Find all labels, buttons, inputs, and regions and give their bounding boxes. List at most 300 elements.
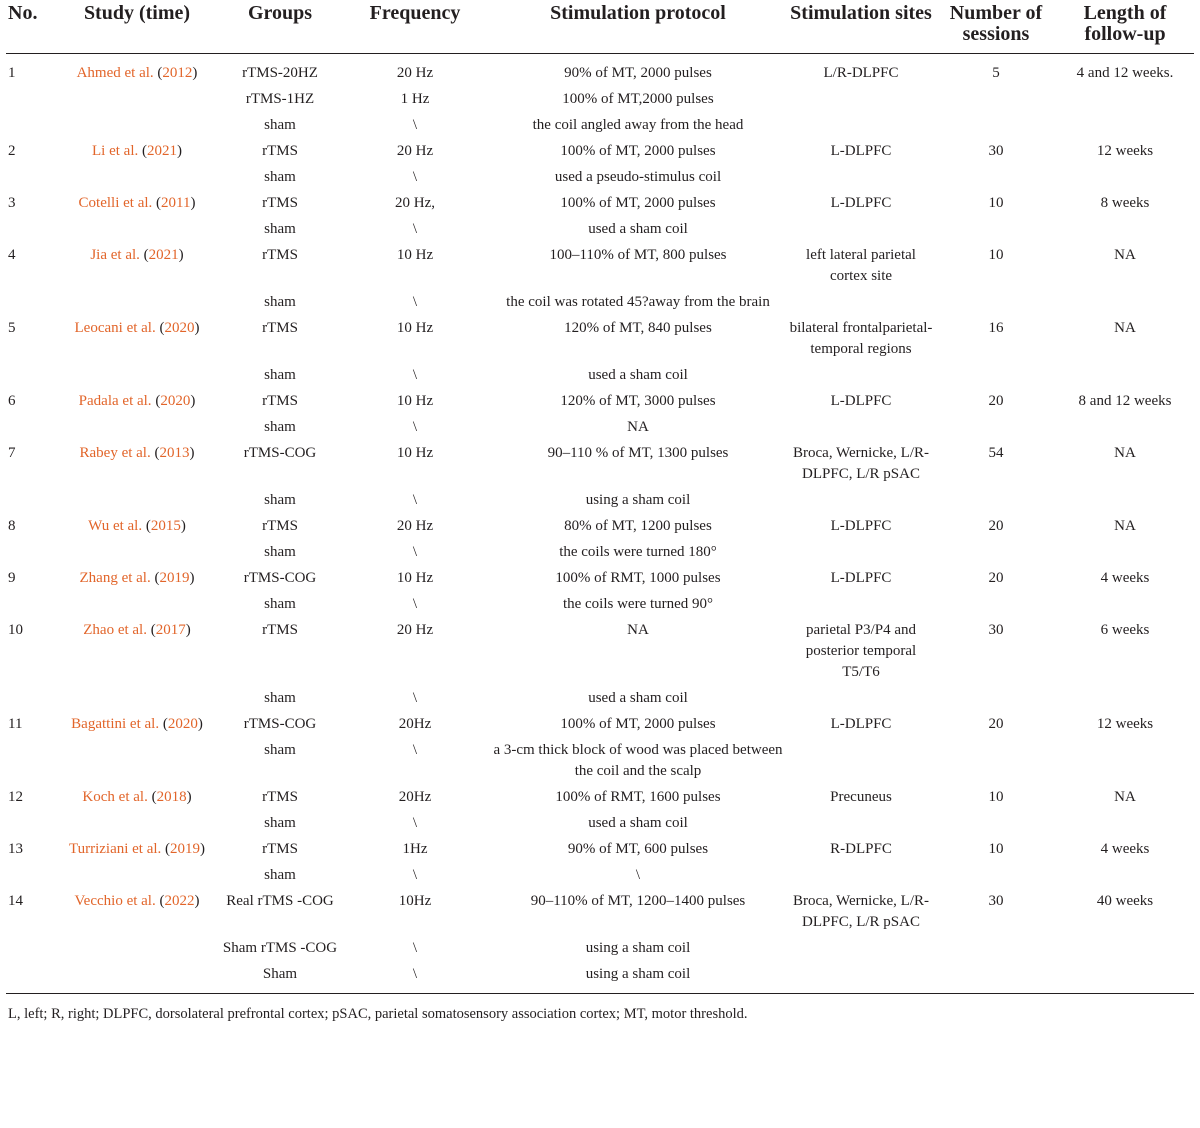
- table-row: [6, 191, 1194, 217]
- cell-group: sham: [264, 867, 296, 883]
- cell-protocol: 90–110 % of MT, 1300 pulses: [547, 445, 729, 461]
- cell-study: [54, 592, 220, 618]
- cell-protocol: 100% of MT, 2000 pulses: [560, 716, 716, 732]
- cell-followup: [1056, 936, 1194, 962]
- cell-number: 1: [8, 65, 16, 81]
- table-row: [6, 217, 1194, 243]
- cell-followup: [1056, 738, 1194, 785]
- table-row: [6, 863, 1194, 889]
- cell-group: rTMS: [262, 518, 298, 534]
- cell-followup: [1056, 165, 1194, 191]
- table-row: [6, 785, 1194, 811]
- cell-study: [54, 811, 220, 837]
- cell-study: [54, 540, 220, 566]
- study-author-link[interactable]: Zhang et al.: [79, 570, 151, 586]
- cell-protocol: the coils were turned 90°: [562, 596, 714, 612]
- cell-group: sham: [264, 596, 296, 612]
- cell-protocol: 80% of MT, 1200 pulses: [564, 518, 712, 534]
- cell-sessions: 10: [988, 195, 1004, 211]
- cell-frequency: \: [412, 596, 418, 612]
- column-header: Study (time): [83, 2, 191, 24]
- table-footnote: L, left; R, right; DLPFC, dorsolateral prefrontal cortex; pSAC, parietal somatosensory association cortex; MT, motor threshold.: [8, 1006, 748, 1022]
- study-author-link[interactable]: Rabey et al.: [79, 445, 151, 461]
- cell-sessions: [936, 415, 1056, 441]
- cell-protocol: 90% of MT, 600 pulses: [567, 841, 709, 857]
- cell-protocol: 90% of MT, 2000 pulses: [564, 65, 712, 81]
- study-year-link[interactable]: 2019: [170, 841, 201, 857]
- cell-protocol: NA: [627, 622, 649, 638]
- cell-number: 6: [8, 393, 16, 409]
- cell-sessions: [936, 290, 1056, 316]
- cell-site: [786, 811, 936, 837]
- cell-group: rTMS: [262, 195, 298, 211]
- cell-frequency: \: [412, 966, 418, 982]
- cell-followup: [1056, 488, 1194, 514]
- cell-group: sham: [264, 221, 296, 237]
- cell-number: [6, 217, 54, 243]
- table-row: [6, 389, 1194, 415]
- cell-group: sham: [264, 815, 296, 831]
- cell-frequency: 10 Hz: [396, 320, 434, 336]
- cell-frequency: 1 Hz: [400, 91, 430, 107]
- study-year-link[interactable]: 2019: [159, 570, 190, 586]
- cell-site: [786, 415, 936, 441]
- cell-study: [54, 363, 220, 389]
- cell-protocol: used a sham coil: [588, 815, 688, 831]
- cell-number: 9: [8, 570, 16, 586]
- cell-followup: NA: [1114, 445, 1136, 461]
- cell-group: sham: [264, 117, 296, 133]
- cell-study: Cotelli et al. (2011): [78, 195, 196, 211]
- study-year-link[interactable]: 2021: [146, 143, 177, 159]
- cell-site: [786, 217, 936, 243]
- table-row: [6, 811, 1194, 837]
- cell-site: [786, 488, 936, 514]
- cell-followup: [1056, 592, 1194, 618]
- cell-number: [6, 165, 54, 191]
- cell-group: sham: [264, 690, 296, 706]
- study-author-link[interactable]: Cotelli et al.: [78, 195, 153, 211]
- cell-protocol: 90–110% of MT, 1200–1400 pulses: [530, 893, 746, 909]
- cell-followup: [1056, 217, 1194, 243]
- cell-sessions: [936, 87, 1056, 113]
- study-author-link[interactable]: Zhao et al.: [83, 622, 147, 638]
- cell-sessions: [936, 592, 1056, 618]
- cell-frequency: 1Hz: [402, 841, 428, 857]
- cell-site: L-DLPFC: [830, 195, 892, 211]
- cell-study: [54, 863, 220, 889]
- cell-number: 14: [8, 893, 23, 909]
- cell-number: [6, 962, 54, 994]
- cell-study: [54, 217, 220, 243]
- cell-followup: 4 weeks: [1100, 841, 1150, 857]
- cell-sessions: 20: [988, 518, 1004, 534]
- cell-frequency: \: [412, 221, 418, 237]
- cell-sessions: 10: [988, 789, 1004, 805]
- table-row: [6, 592, 1194, 618]
- cell-sessions: [936, 811, 1056, 837]
- cell-frequency: 20 Hz: [396, 622, 434, 638]
- cell-sessions: [936, 962, 1056, 994]
- cell-frequency: 10Hz: [398, 893, 432, 909]
- cell-followup: [1056, 290, 1194, 316]
- cell-site: [786, 592, 936, 618]
- table-row: [6, 540, 1194, 566]
- cell-site: [786, 363, 936, 389]
- cell-followup: NA: [1114, 789, 1136, 805]
- study-year-link[interactable]: 2013: [159, 445, 190, 461]
- study-author-link[interactable]: Wu et al.: [88, 518, 143, 534]
- cell-number: [6, 863, 54, 889]
- cell-sessions: [936, 686, 1056, 712]
- table-row: [6, 441, 1194, 488]
- table-row: [6, 165, 1194, 191]
- cell-sessions: 16: [988, 320, 1004, 336]
- table-row: [6, 113, 1194, 139]
- table-row: [6, 889, 1194, 936]
- cell-group: sham: [264, 544, 296, 560]
- cell-group: sham: [264, 742, 296, 758]
- cell-number: [6, 488, 54, 514]
- cell-followup: NA: [1114, 247, 1136, 263]
- cell-number: [6, 686, 54, 712]
- cell-frequency: \: [412, 294, 418, 310]
- cell-site: [786, 87, 936, 113]
- cell-frequency: 10 Hz: [396, 445, 434, 461]
- cell-study: [54, 936, 220, 962]
- cell-sessions: 5: [992, 65, 1000, 81]
- cell-number: 11: [8, 716, 23, 732]
- cell-study: [54, 165, 220, 191]
- study-year-link[interactable]: 2018: [156, 789, 187, 805]
- cell-study: [54, 87, 220, 113]
- cell-frequency: \: [412, 367, 418, 383]
- cell-group: sham: [264, 419, 296, 435]
- cell-study: Bagattini et al. (2020): [71, 716, 203, 732]
- column-header: Frequency: [369, 2, 461, 24]
- cell-number: [6, 87, 54, 113]
- cell-protocol: 100% of RMT, 1600 pulses: [555, 789, 721, 805]
- study-author-link[interactable]: Ahmed et al.: [76, 65, 154, 81]
- study-author-link[interactable]: Turriziani et al.: [68, 841, 162, 857]
- cell-number: [6, 290, 54, 316]
- cell-sessions: 10: [988, 841, 1004, 857]
- table-body: [6, 54, 1194, 994]
- study-year-link[interactable]: 2022: [164, 893, 195, 909]
- cell-site: [786, 936, 936, 962]
- cell-study: Zhao et al. (2017): [83, 622, 191, 638]
- cell-protocol: the coil was rotated 45?away from the brain: [506, 294, 770, 310]
- cell-number: 4: [8, 247, 16, 263]
- cell-sessions: 20: [988, 570, 1004, 586]
- cell-followup: NA: [1114, 518, 1136, 534]
- cell-group: rTMS: [262, 143, 298, 159]
- cell-followup: [1056, 811, 1194, 837]
- cell-study: [54, 962, 220, 994]
- cell-site: L-DLPFC: [830, 716, 892, 732]
- cell-frequency: 20Hz: [398, 716, 432, 732]
- cell-group: sham: [264, 294, 296, 310]
- table-row: [6, 837, 1194, 863]
- cell-number: [6, 415, 54, 441]
- table-row: [6, 514, 1194, 540]
- cell-study: Li et al. (2021): [92, 143, 182, 159]
- cell-number: [6, 540, 54, 566]
- cell-followup: 8 and 12 weeks: [1078, 393, 1172, 409]
- study-author-link[interactable]: Koch et al.: [82, 789, 148, 805]
- cell-site: [786, 290, 936, 316]
- study-author-link[interactable]: Leocani et al.: [74, 320, 156, 336]
- cell-number: [6, 113, 54, 139]
- cell-frequency: \: [412, 117, 418, 133]
- cell-sessions: [936, 363, 1056, 389]
- cell-group: rTMS: [262, 393, 298, 409]
- cell-site: [786, 686, 936, 712]
- cell-followup: 6 weeks: [1100, 622, 1150, 638]
- cell-group: rTMS-COG: [243, 570, 317, 586]
- cell-sessions: 30: [988, 143, 1004, 159]
- cell-site: Broca, Wernicke, L/R-DLPFC, L/R pSAC: [793, 445, 929, 482]
- cell-study: Turriziani et al. (2019): [68, 841, 206, 857]
- cell-site: [786, 540, 936, 566]
- study-year-link[interactable]: 2020: [160, 393, 191, 409]
- cell-followup: [1056, 363, 1194, 389]
- cell-sessions: 10: [988, 247, 1004, 263]
- cell-study: Ahmed et al. (2012): [76, 65, 198, 81]
- cell-site: left lateral parietal cortex site: [806, 247, 916, 284]
- cell-protocol: NA: [627, 419, 649, 435]
- table-row: [6, 936, 1194, 962]
- cell-protocol: using a sham coil: [585, 492, 691, 508]
- table-row: [6, 415, 1194, 441]
- cell-group: rTMS-20HZ: [242, 65, 318, 81]
- table-row: [6, 962, 1194, 994]
- cell-frequency: 10 Hz: [396, 570, 434, 586]
- cell-protocol: used a pseudo-stimulus coil: [554, 169, 722, 185]
- study-year-link[interactable]: 2012: [162, 65, 193, 81]
- column-header: Groups: [247, 2, 313, 24]
- cell-number: 13: [8, 841, 23, 857]
- column-header: Stimulation sites: [790, 2, 932, 24]
- cell-protocol: 120% of MT, 3000 pulses: [560, 393, 716, 409]
- cell-followup: NA: [1114, 320, 1136, 336]
- study-year-link[interactable]: 2020: [164, 320, 195, 336]
- cell-protocol: used a sham coil: [588, 221, 688, 237]
- study-year-link[interactable]: 2015: [150, 518, 181, 534]
- cell-number: [6, 363, 54, 389]
- cell-group: sham: [264, 367, 296, 383]
- cell-followup: 12 weeks: [1096, 716, 1154, 732]
- study-author-link[interactable]: Jia et al.: [90, 247, 140, 263]
- cell-number: 7: [8, 445, 16, 461]
- table-row: [6, 87, 1194, 113]
- cell-study: [54, 415, 220, 441]
- cell-frequency: 10 Hz: [396, 247, 434, 263]
- cell-group: rTMS: [262, 789, 298, 805]
- cell-group: rTMS-COG: [243, 716, 317, 732]
- cell-protocol: 100% of MT, 2000 pulses: [560, 195, 716, 211]
- cell-site: R-DLPFC: [830, 841, 892, 857]
- cell-number: 12: [8, 789, 23, 805]
- cell-group: sham: [264, 169, 296, 185]
- cell-sessions: 30: [988, 893, 1004, 909]
- cell-study: Zhang et al. (2019): [79, 570, 195, 586]
- cell-followup: [1056, 863, 1194, 889]
- cell-sessions: [936, 540, 1056, 566]
- cell-site: Broca, Wernicke, L/R-DLPFC, L/R pSAC: [793, 893, 929, 930]
- cell-site: parietal P3/P4 and posterior temporal T5/T6: [805, 622, 917, 680]
- cell-group: rTMS-COG: [243, 445, 317, 461]
- cell-sessions: [936, 113, 1056, 139]
- cell-frequency: \: [412, 940, 418, 956]
- table-row: [6, 686, 1194, 712]
- cell-study: [54, 738, 220, 785]
- cell-protocol: the coil angled away from the head: [532, 117, 744, 133]
- cell-group: rTMS: [262, 841, 298, 857]
- cell-study: Padala et al. (2020): [78, 393, 196, 409]
- cell-site: [786, 738, 936, 785]
- cell-number: 8: [8, 518, 16, 534]
- column-header: No.: [8, 2, 38, 24]
- cell-site: L-DLPFC: [830, 393, 892, 409]
- cell-frequency: \: [412, 815, 418, 831]
- cell-followup: 4 weeks: [1100, 570, 1150, 586]
- study-author-link[interactable]: Vecchio et al.: [74, 893, 156, 909]
- cell-group: rTMS: [262, 247, 298, 263]
- cell-sessions: 20: [988, 393, 1004, 409]
- cell-site: [786, 962, 936, 994]
- study-author-link[interactable]: Li et al.: [92, 143, 139, 159]
- cell-group: Sham: [262, 966, 298, 982]
- table-row: [6, 316, 1194, 363]
- cell-followup: [1056, 540, 1194, 566]
- cell-followup: [1056, 962, 1194, 994]
- study-year-link[interactable]: 2020: [167, 716, 198, 732]
- cell-sessions: [936, 217, 1056, 243]
- cell-group: sham: [264, 492, 296, 508]
- cell-site: L-DLPFC: [830, 143, 892, 159]
- cell-number: [6, 592, 54, 618]
- cell-group: Real rTMS -COG: [226, 893, 334, 909]
- table-row: [6, 54, 1194, 87]
- cell-followup: [1056, 415, 1194, 441]
- cell-site: L/R-DLPFC: [823, 65, 899, 81]
- table-header: [6, 0, 1194, 54]
- cell-study: Leocani et al. (2020): [74, 320, 200, 336]
- cell-frequency: 20 Hz: [396, 65, 434, 81]
- cell-site: [786, 863, 936, 889]
- cell-number: 10: [8, 622, 23, 638]
- cell-group: Sham rTMS -COG: [222, 940, 338, 956]
- column-header: Number of sessions: [949, 2, 1043, 45]
- cell-protocol: 100% of MT,2000 pulses: [562, 91, 714, 107]
- cell-sessions: [936, 936, 1056, 962]
- table-row: [6, 738, 1194, 785]
- cell-followup: [1056, 113, 1194, 139]
- cell-study: [54, 488, 220, 514]
- cell-sessions: [936, 165, 1056, 191]
- study-year-link[interactable]: 2017: [155, 622, 186, 638]
- study-year-link[interactable]: 2021: [148, 247, 179, 263]
- cell-followup: [1056, 686, 1194, 712]
- cell-study: [54, 290, 220, 316]
- cell-study: Wu et al. (2015): [88, 518, 186, 534]
- cell-frequency: \: [412, 492, 418, 508]
- cell-frequency: \: [412, 544, 418, 560]
- cell-protocol: using a sham coil: [585, 966, 691, 982]
- cell-group: rTMS: [262, 320, 298, 336]
- cell-site: Precuneus: [830, 789, 892, 805]
- cell-site: [786, 113, 936, 139]
- cell-sessions: [936, 488, 1056, 514]
- cell-study: Vecchio et al. (2022): [74, 893, 200, 909]
- table-row: [6, 566, 1194, 592]
- cell-site: L-DLPFC: [830, 518, 892, 534]
- cell-frequency: \: [412, 419, 418, 435]
- cell-study: Jia et al. (2021): [90, 247, 184, 263]
- column-header: Stimulation protocol: [550, 2, 726, 24]
- cell-study: Rabey et al. (2013): [79, 445, 195, 461]
- cell-sessions: [936, 863, 1056, 889]
- cell-study: Koch et al. (2018): [82, 789, 192, 805]
- study-author-link[interactable]: Bagattini et al.: [71, 716, 160, 732]
- cell-protocol: used a sham coil: [588, 367, 688, 383]
- cell-protocol: 100% of RMT, 1000 pulses: [555, 570, 721, 586]
- cell-number: 2: [8, 143, 16, 159]
- cell-protocol: \: [635, 867, 641, 883]
- cell-frequency: \: [412, 169, 418, 185]
- cell-protocol: 100% of MT, 2000 pulses: [560, 143, 716, 159]
- cell-protocol: the coils were turned 180°: [559, 544, 717, 560]
- cell-study: [54, 113, 220, 139]
- cell-protocol: 120% of MT, 840 pulses: [564, 320, 712, 336]
- cell-frequency: 20 Hz: [396, 518, 434, 534]
- cell-frequency: \: [412, 742, 418, 758]
- table-row: [6, 488, 1194, 514]
- cell-number: [6, 936, 54, 962]
- cell-followup: [1056, 87, 1194, 113]
- cell-number: [6, 738, 54, 785]
- cell-followup: 12 weeks: [1096, 143, 1154, 159]
- cell-sessions: 30: [988, 622, 1004, 638]
- cell-frequency: 10 Hz: [396, 393, 434, 409]
- cell-number: 5: [8, 320, 16, 336]
- studies-table: [6, 0, 1194, 994]
- cell-followup: 4 and 12 weeks.: [1076, 65, 1174, 81]
- cell-protocol: using a sham coil: [585, 940, 691, 956]
- cell-group: rTMS: [262, 622, 298, 638]
- table-row: [6, 363, 1194, 389]
- cell-study: [54, 686, 220, 712]
- cell-sessions: 20: [988, 716, 1004, 732]
- table-row: [6, 290, 1194, 316]
- cell-number: [6, 811, 54, 837]
- cell-sessions: [936, 738, 1056, 785]
- cell-number: 3: [8, 195, 16, 211]
- cell-followup: 8 weeks: [1100, 195, 1150, 211]
- table-row: [6, 618, 1194, 686]
- cell-frequency: 20Hz: [398, 789, 432, 805]
- cell-site: [786, 165, 936, 191]
- cell-protocol: 100–110% of MT, 800 pulses: [549, 247, 727, 263]
- cell-frequency: 20 Hz: [396, 143, 434, 159]
- study-author-link[interactable]: Padala et al.: [78, 393, 152, 409]
- study-year-link[interactable]: 2011: [161, 195, 191, 211]
- cell-site: bilateral frontalparietal-temporal regions: [789, 320, 933, 357]
- cell-sessions: 54: [988, 445, 1004, 461]
- cell-group: rTMS-1HZ: [245, 91, 315, 107]
- table-row: [6, 139, 1194, 165]
